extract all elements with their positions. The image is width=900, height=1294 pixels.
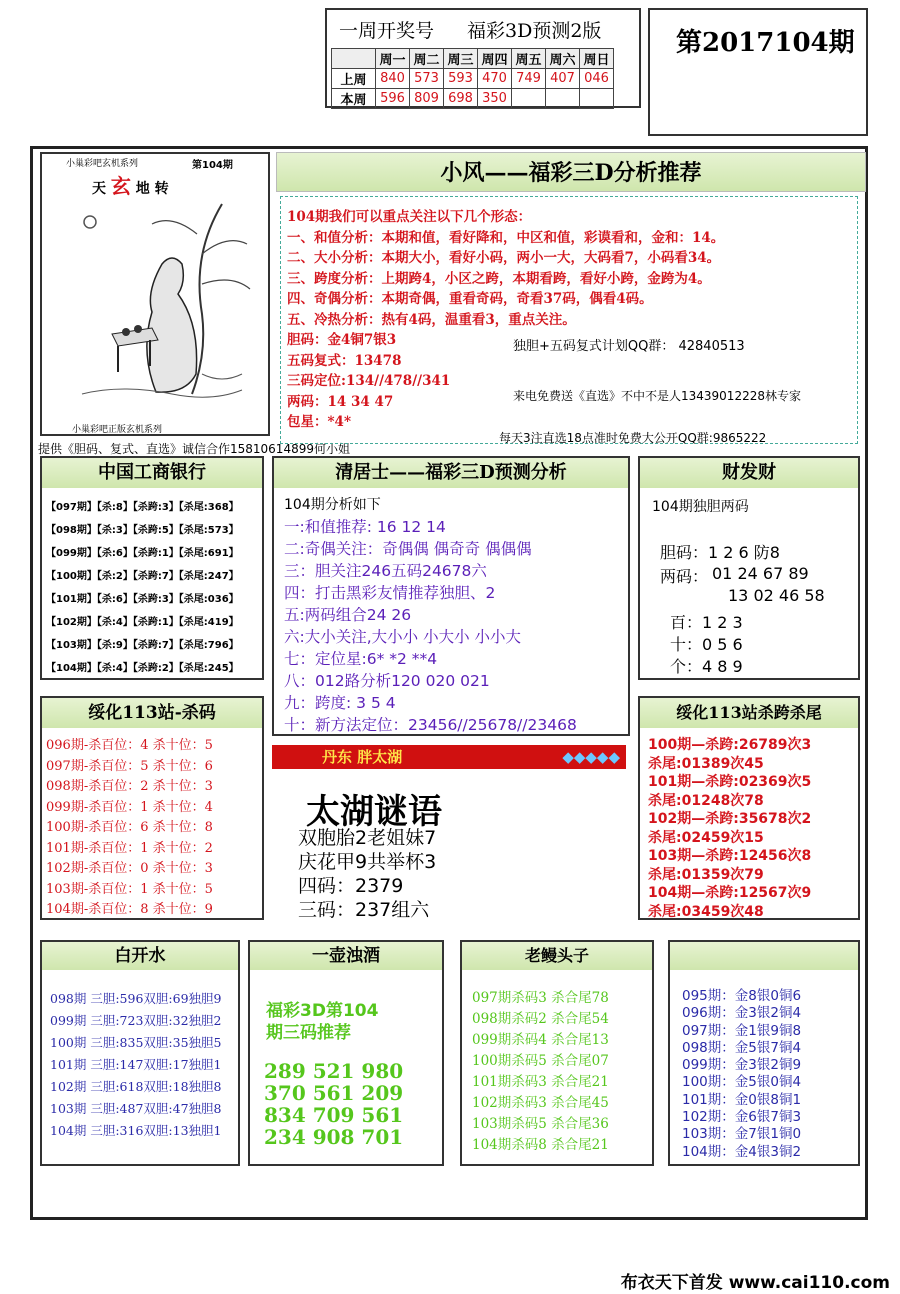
icbc-row: 【097期】【杀:8】【杀跨:3】【杀尾:368】 [46, 502, 239, 513]
caifacai-hundreds: 百：1 2 3 [670, 613, 743, 632]
day-header: 周二 [410, 49, 444, 69]
jinyin-row: 096期：金3银2铜4 [682, 1005, 802, 1022]
suihua-span-row: 杀尾:01248次78 [648, 792, 764, 809]
last-week-row: 上周 840 573 593 470 749 407 046 [332, 69, 614, 89]
caifacai-dan: 胆码：1 2 6 防8 [660, 543, 780, 562]
suihua-span-row: 杀尾:03459次48 [648, 903, 764, 920]
suihua-span-row: 100期—杀跨:26789次3 [648, 737, 812, 753]
icbc-row: 【104期】【杀:4】【杀跨:2】【杀尾:245】 [46, 663, 239, 674]
suihua-span-panel [638, 696, 860, 920]
suihua-kill-row: 104期-杀百位：8 杀十位：9 [46, 902, 213, 917]
provider-line: 提供《胆码、复式、直选》诚信合作15810614899何小姐 [38, 442, 350, 456]
suihua-span-row: 杀尾:01359次79 [648, 866, 764, 883]
qingjushi-line: 一:和值推荐: 16 12 14 [284, 518, 446, 536]
suihua-kill-row: 101期-杀百位：1 杀十位：2 [46, 840, 213, 856]
qingjushi-line: 二:奇偶关注：奇偶偶 偶奇奇 偶偶偶 [284, 540, 532, 558]
art-title: 天 玄 地 转 [92, 174, 169, 198]
diamond-icon: ◆◆◆◆◆ [562, 748, 620, 766]
week-label: 一周开奖号 [339, 20, 435, 42]
suihua-span-row: 104期—杀跨:12567次9 [648, 885, 812, 901]
xiaofeng-panel [280, 196, 858, 444]
xiaofeng-pick: 胆码：金4铜7银3 [287, 332, 397, 348]
baikaishui-row: 100期 三胆:835双胆:35独胆5 [50, 1035, 222, 1050]
laopan-row: 101期杀码3 杀合尾21 [472, 1074, 609, 1090]
icbc-row: 【101期】【杀:6】【杀跨:3】【杀尾:036】 [46, 594, 239, 605]
jinyin-row: 098期：金5银7铜4 [682, 1039, 802, 1056]
taihu-line: 四码：2379 [298, 875, 404, 897]
suihua-span-row: 杀尾:01389次45 [648, 755, 764, 772]
suihua-kill-row: 100期-杀百位：6 杀十位：8 [46, 820, 213, 835]
baikaishui-row: 099期 三胆:723双胆:32独胆2 [50, 1013, 222, 1028]
taihu-line: 庆花甲9共举杯3 [298, 851, 437, 873]
yihu-number-row: 234 908 701 [264, 1125, 404, 1149]
art-issue-tag: 第104期 [192, 160, 233, 171]
xiaofeng-pick: 五码复式：13478 [287, 352, 402, 369]
baikaishui-title: 白开水 [42, 942, 238, 970]
caifacai-title: 财发财 [640, 458, 858, 488]
icbc-row: 【102期】【杀:4】【杀跨:1】【杀尾:419】 [46, 617, 239, 628]
taihu-panel [272, 772, 630, 922]
laopan-row: 103期杀码5 杀合尾36 [472, 1116, 609, 1132]
baikaishui-row: 103期 三胆:487双胆:47独胆8 [50, 1101, 222, 1116]
laopan-row: 104期杀码8 杀合尾21 [472, 1137, 609, 1153]
icbc-row: 【099期】【杀:6】【杀跨:1】【杀尾:691】 [46, 548, 239, 559]
qingjushi-panel [272, 456, 630, 736]
version-label: 福彩3D预测2版 [467, 20, 602, 42]
phone-line: 来电免费送《直选》不中不是人13439012228林专家 [513, 389, 801, 403]
xiaofeng-line: 二、大小分析：本期大小，看好小码，两小一大，大码看7，小码看34。 [287, 250, 721, 266]
day-header: 周四 [478, 49, 512, 69]
xiaofeng-line: 一、和值分析：本期和值，看好降和，中区和值，彩谟看和，金和：14。 [287, 229, 725, 246]
ink-figure-illustration [52, 194, 262, 416]
suihua-span-row: 103期—杀跨:12456次8 [648, 848, 812, 864]
caifacai-units: 个：4 8 9 [670, 657, 743, 676]
footer-credit: 布衣天下首发 www.cai110.com [620, 1273, 890, 1293]
caifacai-liang-1: 01 24 67 89 [712, 564, 809, 583]
laopan-row: 102期杀码3 杀合尾45 [472, 1095, 609, 1111]
suihua-span-row: 杀尾:02459次15 [648, 829, 764, 846]
qingjushi-line: 八：012路分析120 020 021 [284, 672, 490, 690]
suihua-kill-row: 096期-杀百位：4 杀十位：5 [46, 738, 213, 753]
xiaofeng-intro: 104期我们可以重点关注以下几个形态： [287, 209, 532, 225]
suihua-kill-title: 绥化113站-杀码 [42, 698, 262, 728]
xiaofeng-line: 四、奇偶分析：本期奇偶，重看奇码，奇看37码，偶看4码。 [287, 291, 653, 307]
icbc-title: 中国工商银行 [42, 458, 262, 488]
caifacai-liang-2: 13 02 46 58 [728, 586, 825, 605]
art-panel [40, 152, 270, 436]
qq-plan: 独胆+五码复式计划QQ群： 42840513 [513, 339, 745, 354]
baikaishui-row: 102期 三胆:618双胆:18独胆8 [50, 1079, 222, 1094]
week-results-table [331, 48, 614, 109]
suihua-span-row: 101期—杀跨:02369次5 [648, 774, 812, 790]
issue-box [648, 8, 868, 136]
baikaishui-row: 104期 三胆:316双胆:13独胆1 [50, 1123, 222, 1138]
day-header: 周一 [376, 49, 410, 69]
xiaofeng-pick: 包星：*4* [287, 414, 352, 430]
caifacai-intro: 104期独胆两码 [652, 499, 749, 515]
icbc-row: 【100期】【杀:2】【杀跨:7】【杀尾:247】 [46, 571, 239, 582]
xiaofeng-line: 五、冷热分析：热有4码，温重看3，重点关注。 [287, 311, 576, 328]
qingjushi-line: 六:大小关注,大小小 小大小 小小大 [284, 628, 522, 646]
taihu-banner: 丹东 胖太湖 ◆◆◆◆◆ [272, 745, 626, 769]
suihua-kill-panel [40, 696, 264, 920]
yihu-number-row: 834 709 561 [264, 1103, 404, 1127]
suihua-kill-row: 102期-杀百位：0 杀十位：3 [46, 861, 213, 876]
caifacai-panel [638, 456, 860, 680]
day-header: 周三 [444, 49, 478, 69]
baikaishui-row: 098期 三胆:596双胆:69独胆9 [50, 991, 222, 1006]
icbc-row: 【098期】【杀:3】【杀跨:5】【杀尾:573】 [46, 525, 239, 536]
day-header: 周六 [546, 49, 580, 69]
yihu-title: 一壶浊酒 [250, 942, 442, 970]
laopan-row: 097期杀码3 杀合尾78 [472, 990, 609, 1006]
qingjushi-intro: 104期分析如下 [284, 497, 381, 513]
xiaofeng-title: 小风——福彩三D分析推荐 [276, 152, 866, 192]
baikaishui-row: 101期 三胆:147双胆:17独胆1 [50, 1057, 222, 1072]
jinyin-row: 099期：金3银2铜9 [682, 1057, 802, 1074]
qingjushi-line: 五:两码组合24 26 [284, 606, 412, 624]
jinyin-row: 104期：金4银3铜2 [682, 1143, 802, 1160]
caifacai-tens: 十：0 5 6 [670, 635, 743, 654]
qingjushi-line: 九：跨度: 3 5 4 [284, 694, 396, 712]
yihu-subtitle-1: 福彩3D第104 [266, 1001, 379, 1021]
laopan-panel [460, 940, 654, 1166]
yihu-panel [248, 940, 444, 1166]
icbc-panel [40, 456, 264, 680]
yihu-number-row: 370 561 209 [264, 1081, 404, 1105]
qingjushi-title: 清居士——福彩三D预测分析 [274, 458, 628, 488]
qingjushi-line: 四：打击黑彩友情推荐独胆、2 [284, 584, 496, 602]
caifacai-liang-label: 两码： [660, 567, 709, 586]
suihua-kill-row: 099期-杀百位：1 杀十位：4 [46, 799, 213, 815]
baikaishui-panel [40, 940, 240, 1166]
xiaofeng-line: 三、跨度分析：上期跨4，小区之跨，本期看跨，看好小跨，金跨为4。 [287, 270, 711, 287]
xiaofeng-pick: 两码：14 34 47 [287, 393, 394, 410]
xiaofeng-pick: 三码定位:134//478//341 [287, 373, 451, 389]
qingjushi-line: 十：新方法定位：23456//25678//23468 [284, 716, 577, 734]
suihua-span-title: 绥化113站杀跨杀尾 [640, 698, 858, 728]
yihu-subtitle-2: 期三码推荐 [266, 1023, 351, 1043]
art-bottom-caption: 小巢彩吧正版玄机系列 [72, 425, 163, 435]
qingjushi-line: 三：胆关注246五码24678六 [284, 562, 487, 580]
laopan-row: 099期杀码4 杀合尾13 [472, 1032, 609, 1048]
jinyin-title-bar [670, 942, 858, 970]
jinyin-row: 100期：金5银0铜4 [682, 1074, 802, 1091]
jinyin-row: 103期：金7银1铜0 [682, 1126, 802, 1143]
daily-line: 每天3注直选18点准时免费大公开QQ群:9865222 [499, 431, 767, 445]
laopan-title: 老鳗头子 [462, 942, 652, 970]
this-week-row: 本周 596 809 698 350 [332, 89, 614, 109]
week-results-panel [325, 8, 641, 108]
jinyin-row: 097期：金1银9铜8 [682, 1022, 802, 1039]
suihua-kill-row: 103期-杀百位：1 杀十位：5 [46, 881, 213, 897]
suihua-kill-row: 098期-杀百位：2 杀十位：3 [46, 779, 213, 794]
day-header: 周日 [580, 49, 614, 69]
taihu-line: 三码：237组六 [298, 899, 430, 921]
taihu-line: 双胞胎2老姐妹7 [298, 827, 437, 849]
icbc-row: 【103期】【杀:9】【杀跨:7】【杀尾:796】 [46, 640, 239, 651]
jinyin-row: 095期：金8银0铜6 [682, 988, 802, 1004]
suihua-kill-row: 097期-杀百位：5 杀十位：6 [46, 758, 213, 774]
taihu-title: 太湖谜语 [306, 792, 442, 832]
issue-number: 第2017104期 [676, 28, 855, 58]
day-header: 周五 [512, 49, 546, 69]
yihu-number-row: 289 521 980 [264, 1059, 404, 1083]
laopan-row: 098期杀码2 杀合尾54 [472, 1011, 609, 1027]
jinyin-panel [668, 940, 860, 1166]
qingjushi-line: 七：定位星:6* *2 **4 [284, 650, 438, 668]
jinyin-row: 101期：金0银8铜1 [682, 1091, 802, 1108]
laopan-row: 100期杀码5 杀合尾07 [472, 1053, 609, 1069]
art-top-caption: 小巢彩吧玄机系列 [66, 159, 139, 169]
jinyin-row: 102期：金6银7铜3 [682, 1109, 802, 1126]
suihua-span-row: 102期—杀跨:35678次2 [648, 811, 812, 827]
